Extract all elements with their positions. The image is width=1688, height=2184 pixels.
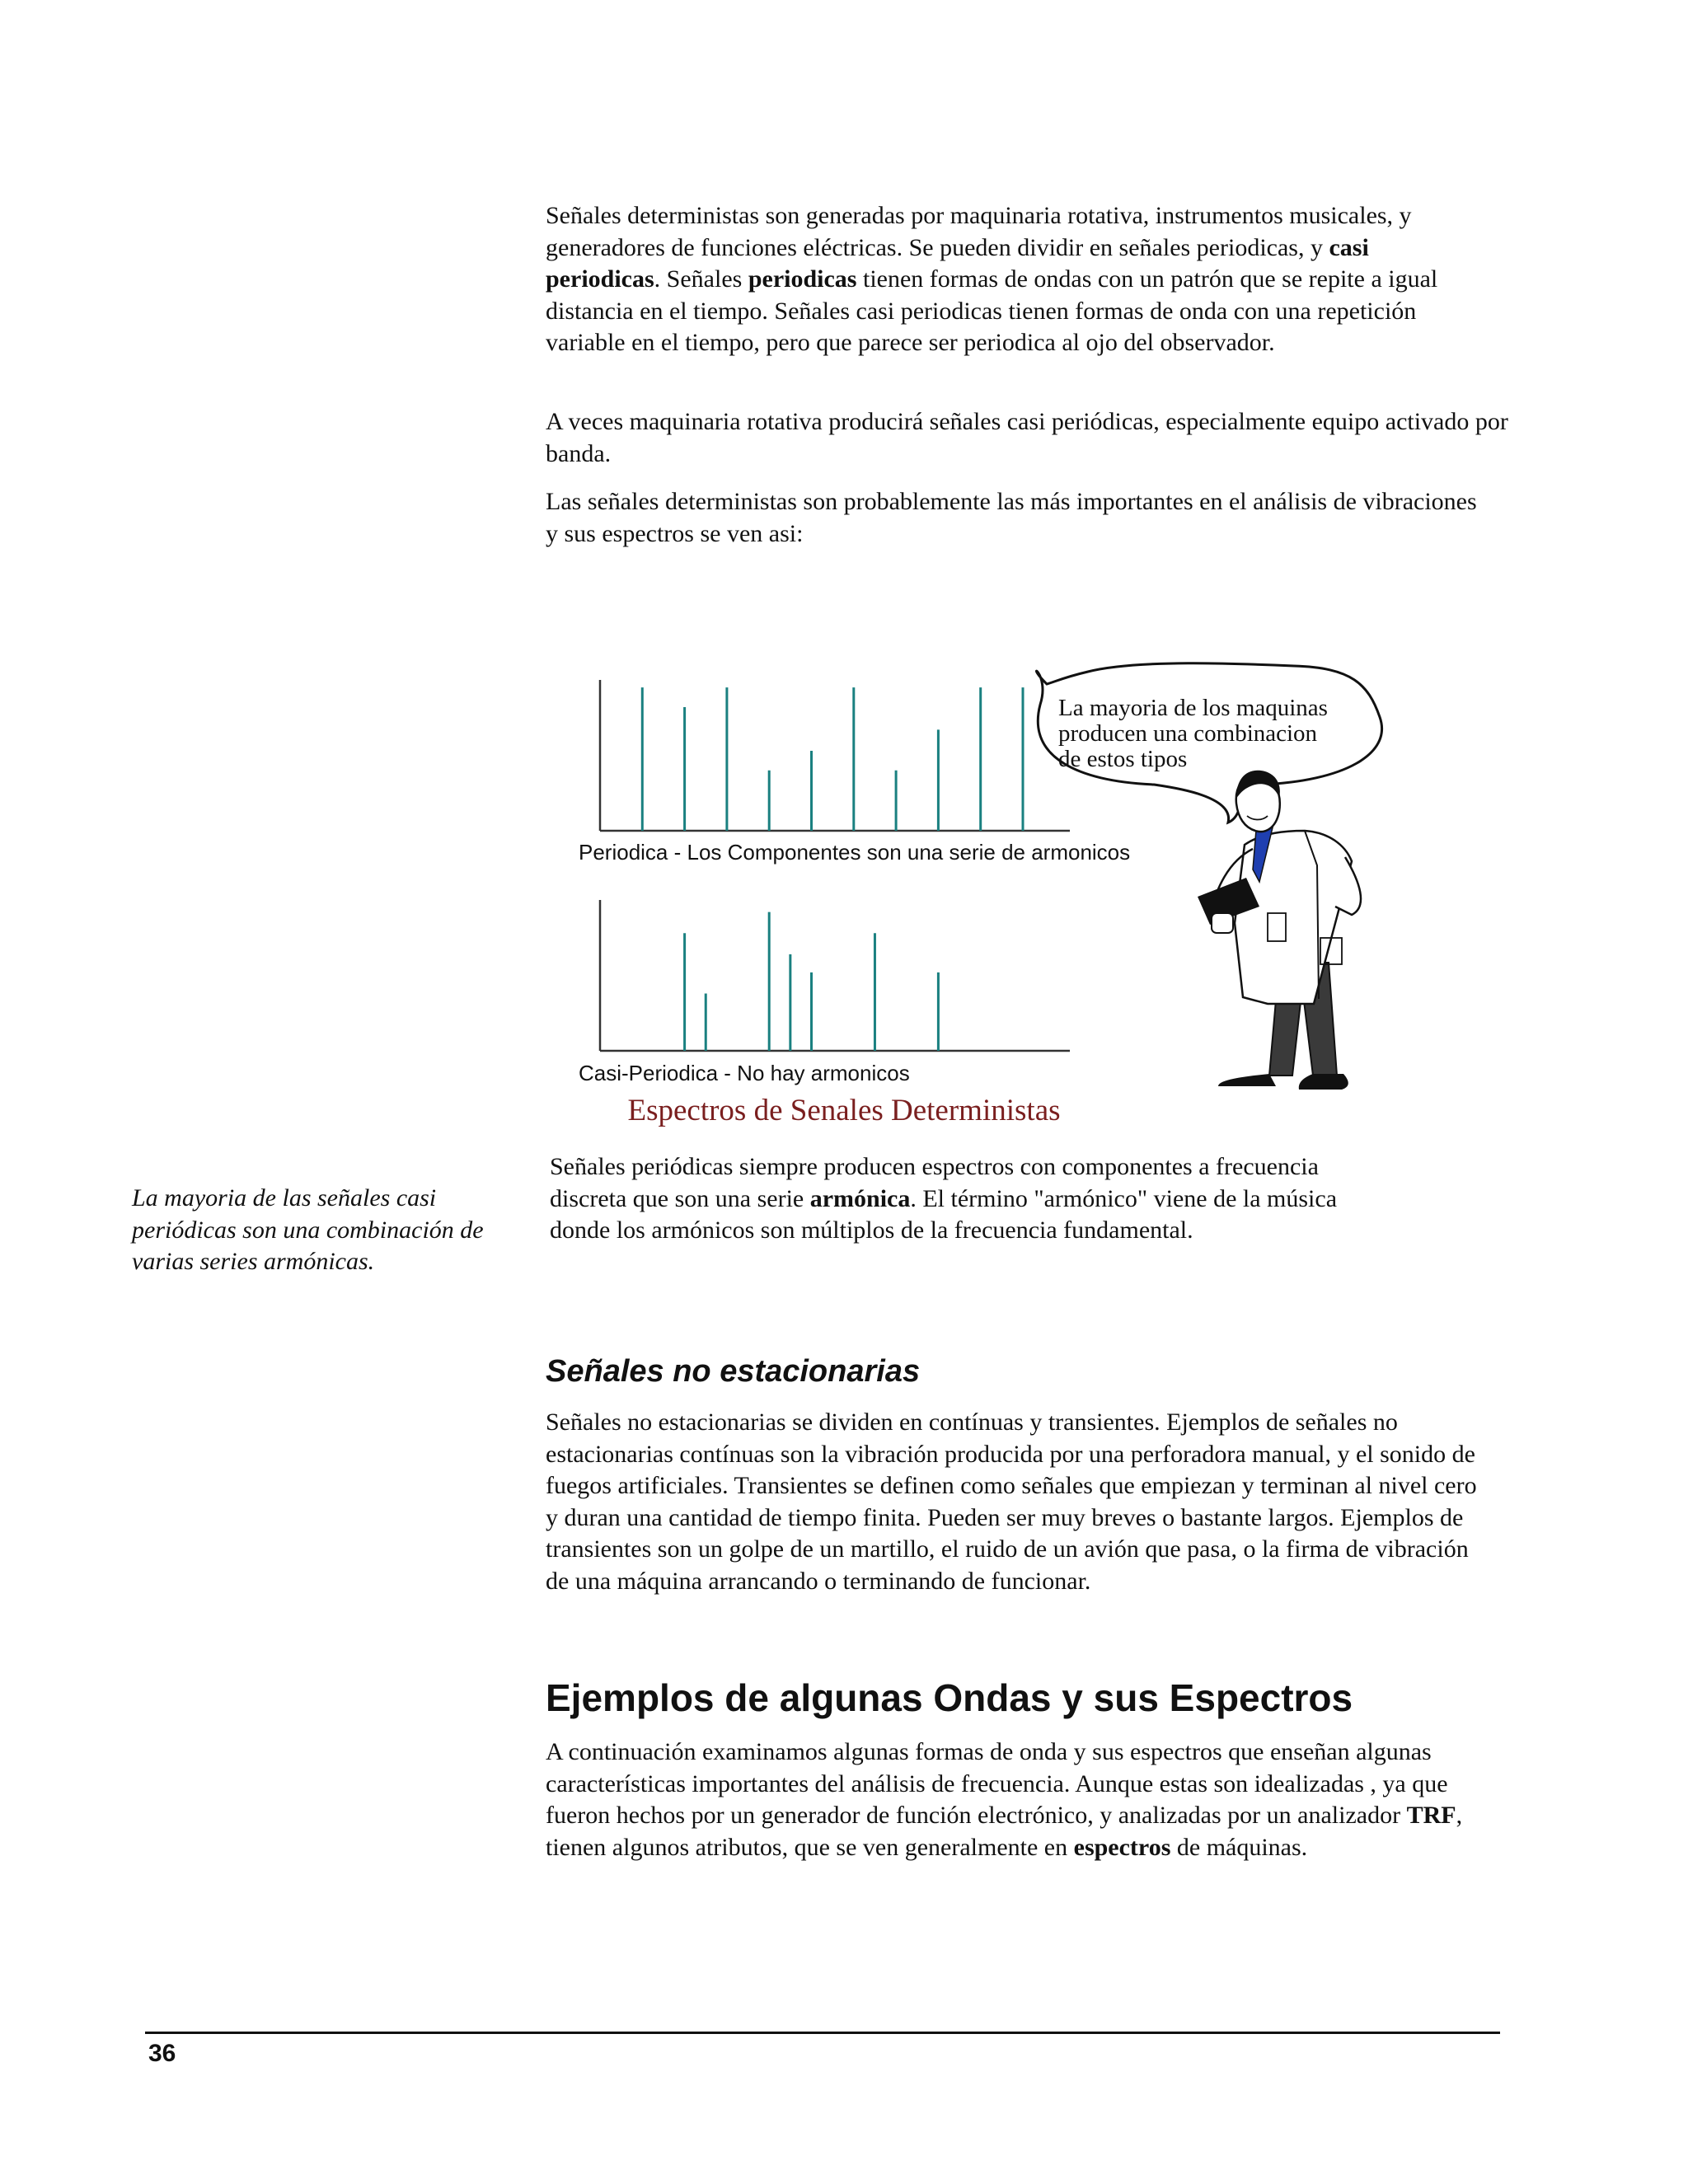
text-span: . El término "armónico" viene de la música donde los armónicos son múltiplos de la frecuencia fundamental. (550, 1184, 1338, 1244)
bold-term: periodicas (748, 265, 857, 293)
engineer-hand (1212, 913, 1233, 933)
bold-term: armónica (809, 1184, 911, 1212)
engineer-shoe-right (1299, 1074, 1348, 1090)
bubble-line-3: de estos tipos (1058, 746, 1188, 772)
bubble-line-2: producen una combinacion (1058, 720, 1318, 747)
text-span: , tienen algunos atributos, que se ven generalmente en (546, 1802, 1463, 1861)
quasi-periodic-spectrum-lines (685, 912, 939, 1051)
section-heading-nonstationary: Señales no estacionarias (546, 1354, 921, 1389)
paragraph-deterministic-signals: Las señales deterministas son probablemente las más importantes en el análisis de vibraciones y sus espectros se ven asi: (546, 488, 1477, 547)
engineer-shoe-left (1218, 1074, 1276, 1086)
text-span: . Señales (654, 265, 748, 293)
engineer-illustration (1198, 771, 1361, 1090)
text-span: Señales periódicas siempre producen espectros con componentes a frecuencia discreta que son una serie (550, 1153, 1319, 1212)
bubble-line-1: La mayoria de los maquinas (1058, 695, 1328, 721)
text-span: tienen formas de ondas con un patrón que se repite a igual distancia en el tiempo. Señales casi periodicas tienen formas de onda con una repetición variable en el tiempo, pero que parece ser periodica al ojo del observador. (546, 265, 1438, 356)
text-span: A continuación examinamos algunas formas de onda y sus espectros que enseñan algunas características importantes del análisis de frecuencia. Aunque estas son idealizadas , ya que fueron hechos por un generador de función electrónico, y analizadas por un analizador (546, 1738, 1448, 1829)
periodic-spectrum-lines (642, 687, 1023, 831)
bold-term: TRF (1406, 1802, 1456, 1829)
paragraph-nonstationary: Señales no estacionarias se dividen en contínuas y transientes. Ejemplos de señales no estacionarias contínuas son la vibración producida por una perforadora manual, y el sonido de fuegos artificiales. Transientes se definen como señales que empiezan y terminan al nivel cero y duran una cantidad de tiempo finita. Pueden ser muy breves o bastante largos. Ejemplos de transientes son un golpe de un martillo, el ruido de un avión que pasa, o la firma de vibración de una máquina arrancando o terminando de funcionar. (546, 1408, 1477, 1595)
bold-term: espectros (1073, 1833, 1171, 1861)
periodic-spectrum-label: Periodica - Los Componentes son una serie de armonicos (579, 840, 1131, 865)
margin-note: La mayoria de las señales casi periódicas son una combinación de varias series armónicas. (132, 1184, 484, 1275)
page-number: 36 (148, 2040, 176, 2067)
paragraph-examples (546, 1736, 1473, 1863)
engineer-lab-coat (1235, 831, 1352, 1004)
section-heading-examples: Ejemplos de algunas Ondas y sus Espectros (546, 1676, 1353, 1719)
quasi-periodic-spectrum-label: Casi-Periodica - No hay armonicos (579, 1061, 910, 1085)
bold-term: casi periodicas (546, 233, 1369, 293)
paragraph-rotating-machinery: A veces maquinaria rotativa producirá señales casi periódicas, especialmente equipo activado por banda. (546, 408, 1508, 467)
text-span: de máquinas. (1170, 1833, 1308, 1861)
text-span: Señales deterministas son generadas por maquinaria rotativa, instrumentos musicales, y generadores de funciones eléctricas. Se pueden dividir en señales periodicas, y (546, 202, 1412, 261)
footer-rule (145, 2032, 1500, 2034)
paragraph-periodic-spectra (550, 1151, 1382, 1247)
figure-caption: Espectros de Senales Deterministas (627, 1094, 1061, 1127)
